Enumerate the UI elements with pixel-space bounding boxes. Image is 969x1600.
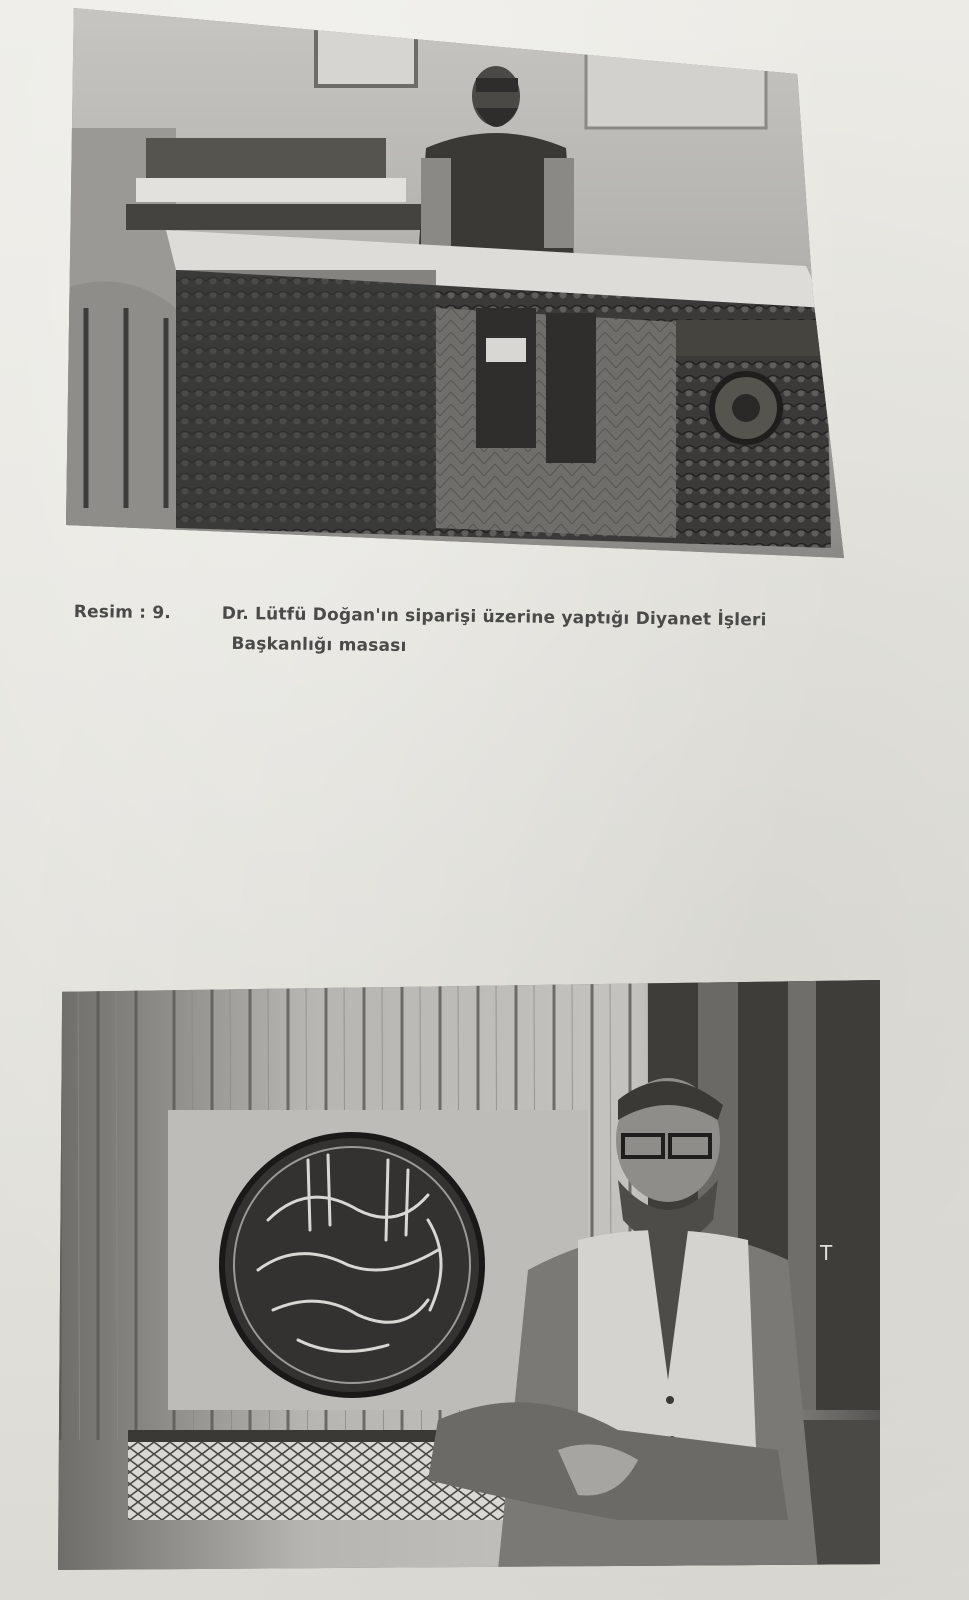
caption-text-line-2: Başkanlığı masası	[231, 633, 407, 657]
calligraphy-portrait-photograph	[58, 980, 880, 1570]
figure-label: Resim : 9.	[73, 601, 172, 624]
svg-text:T: T	[820, 1241, 833, 1265]
figure-caption	[73, 597, 874, 667]
calligraphy-portrait-image	[58, 980, 880, 1570]
caption-text-line-1: Dr. Lütfü Doğan'ın siparişi üzerine yaptığı Diyanet İşleri	[221, 603, 767, 631]
desk-photograph	[66, 8, 844, 558]
desk-photograph-image	[66, 8, 844, 558]
